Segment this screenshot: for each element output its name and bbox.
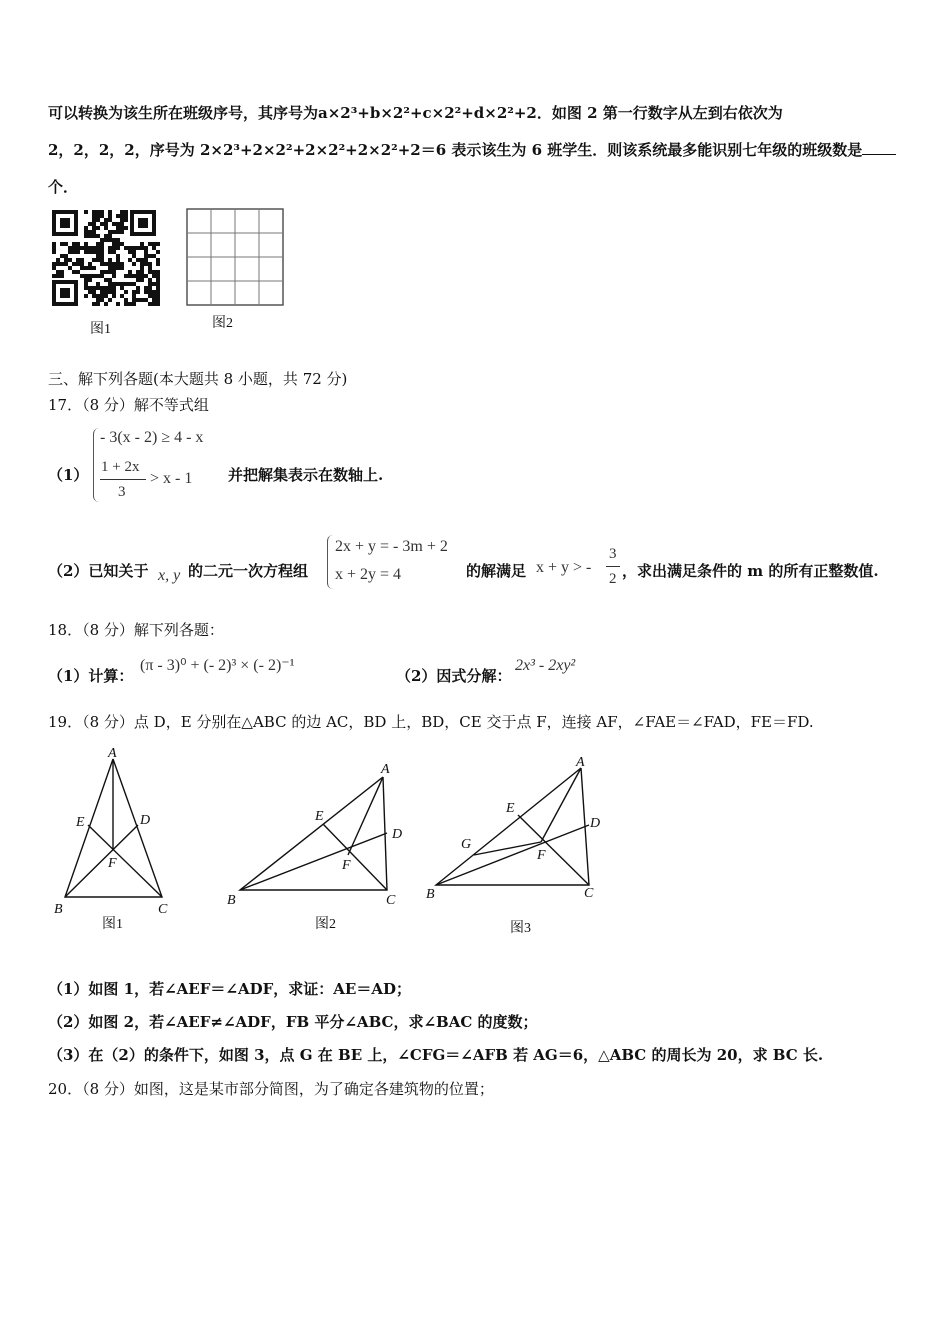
- q19-sub3: （3）在（2）的条件下，如图 3，点 G 在 BE 上，∠CFG＝∠AFB 若 AG＝6，△ABC 的周长为 20，求 BC 长.: [48, 1046, 824, 1064]
- fig1-caption-q19: 图1: [102, 917, 123, 932]
- q17-part2-label: （2）已知关于: [48, 562, 149, 580]
- fig1-label-F: F: [108, 856, 117, 871]
- q17-part2-eq1: 2x + y = - 3m + 2: [335, 538, 448, 555]
- q17-part1-ineq1: - 3(x - 2) ≥ 4 - x: [100, 429, 204, 446]
- q19-sub1: （1）如图 1，若∠AEF＝∠ADF，求证：AE＝AD；: [48, 980, 411, 998]
- q18-part2-label: （2）因式分解：: [396, 667, 512, 685]
- q16-line-2-text: 2，2，2，2，序号为 2×2³+2×2²+2×2²+2×2²+2＝6 表示该生为 6 班学生．则该系统最多能识别七年级的班级数是: [48, 141, 863, 159]
- q19-number: 19．: [48, 713, 83, 731]
- qr-finder-bottom-left: [52, 280, 78, 306]
- q17-part1-brace: [93, 428, 100, 502]
- q17-part1-frac-bar: [100, 479, 146, 480]
- fig1-label-D: D: [140, 813, 151, 828]
- q18-part2-expr: 2x³ - 2xy²: [515, 657, 576, 674]
- fig2-label-C: C: [386, 893, 396, 908]
- fig2-label-A: A: [381, 762, 390, 777]
- fig3-label-B: B: [426, 887, 435, 902]
- q17-part2-eq2: x + 2y = 4: [335, 566, 402, 583]
- q16-line-3: [48, 177, 78, 197]
- fig1-label-A: A: [108, 746, 117, 761]
- qr-code-figure: [50, 208, 160, 308]
- q20-header: [48, 1079, 494, 1099]
- q19-header: [48, 712, 814, 732]
- q17-number: 17．: [48, 396, 83, 414]
- triangle-fig2: [240, 777, 387, 890]
- fig2-caption-q19: 图2: [315, 917, 336, 932]
- fig2-caption: 图2: [212, 316, 233, 331]
- qr-finder-top-left: [52, 210, 78, 236]
- q17-part2-tail: ，求出满足条件的 m 的所有正整数值.: [622, 562, 879, 580]
- fig3-label-C: C: [584, 886, 594, 901]
- q17-part2-cond-bar: [606, 566, 620, 567]
- q18-header: [48, 620, 224, 640]
- fig2-label-F: F: [342, 858, 351, 873]
- answer-blank: [862, 140, 896, 155]
- fig3-caption-q19: 图3: [510, 921, 531, 936]
- q17-part2-mid2: 的解满足: [466, 562, 527, 580]
- q16-line-2: [48, 140, 896, 160]
- q17-part2-brace: [327, 535, 334, 589]
- fig2-label-E: E: [315, 809, 324, 824]
- q17-part2-cond-num: 3: [609, 546, 617, 562]
- q16-line-1-part1: 可以转换为该生所在班级序号，其序号为: [48, 104, 319, 122]
- q17-part1-tail: 并把解集表示在数轴上.: [228, 466, 384, 484]
- q17-part1-label: （1）: [48, 466, 89, 484]
- fig3-label-G: G: [461, 837, 472, 852]
- q19-sub2: （2）如图 2，若∠AEF≠∠ADF，FB 平分∠ABC，求∠BAC 的度数；: [48, 1013, 538, 1031]
- q17-part1-frac-num: 1 + 2x: [101, 459, 140, 475]
- fig1-label-E: E: [76, 815, 85, 830]
- grid-figure: [186, 208, 284, 306]
- fig2-label-D: D: [392, 827, 403, 842]
- q16-line-3-text: 个．: [48, 178, 79, 196]
- q16-line-1: [48, 103, 783, 123]
- q20-score: （8 分）: [82, 1080, 134, 1098]
- qr-finder-top-right: [130, 210, 156, 236]
- q20-number: 20．: [48, 1080, 83, 1098]
- q20-title: 如图，这是某市部分简图，为了确定各建筑物的位置；: [133, 1080, 494, 1098]
- q17-title: 解不等式组: [133, 396, 209, 414]
- fig1-label-C: C: [158, 902, 168, 917]
- q17-part2-vars: x, y: [158, 567, 181, 584]
- fig2-label-B: B: [227, 893, 236, 908]
- q17-score: （8 分）: [82, 396, 134, 414]
- fig3-label-A: A: [576, 755, 585, 770]
- fig1-label-B: B: [54, 902, 63, 917]
- q17-part1-ineq2-rhs: > x - 1: [150, 470, 193, 487]
- section-3-heading: 三、解下列各题(本大题共 8 小题，共 72 分): [48, 370, 348, 388]
- q18-part1-label: （1）计算：: [48, 667, 134, 685]
- q19-title: 点 D，E 分别在△ABC 的边 AC，BD 上，BD，CE 交于点 F，连接 AF，∠FAE＝∠FAD，FE＝FD.: [133, 713, 814, 731]
- fig3-label-E: E: [506, 801, 515, 816]
- q17-part2-cond-lhs: x + y > -: [536, 559, 592, 576]
- q19-score: （8 分）: [82, 713, 134, 731]
- q17-part2-cond-den: 2: [609, 571, 617, 587]
- q17-part1-frac-den: 3: [118, 484, 126, 500]
- q19-figures: [40, 745, 620, 945]
- q18-part1-expr: (π - 3)⁰ + (- 2)³ × (- 2)⁻¹: [140, 657, 295, 674]
- fig3-label-D: D: [590, 816, 601, 831]
- q17-header: [48, 395, 209, 415]
- q18-title: 解下列各题：: [133, 621, 224, 639]
- q16-line-1-part2: ．如图 2 第一行数字从左到右依次为: [536, 104, 783, 122]
- q16-line-1-formula: a×2³+b×2²+c×2²+d×2²+2: [318, 104, 537, 122]
- fig1-caption: 图1: [90, 322, 111, 337]
- fig3-label-F: F: [537, 848, 546, 863]
- q17-part2-mid: 的二元一次方程组: [188, 562, 309, 580]
- q18-score: （8 分）: [82, 621, 134, 639]
- q18-number: 18．: [48, 621, 83, 639]
- triangle-fig3: [436, 768, 589, 885]
